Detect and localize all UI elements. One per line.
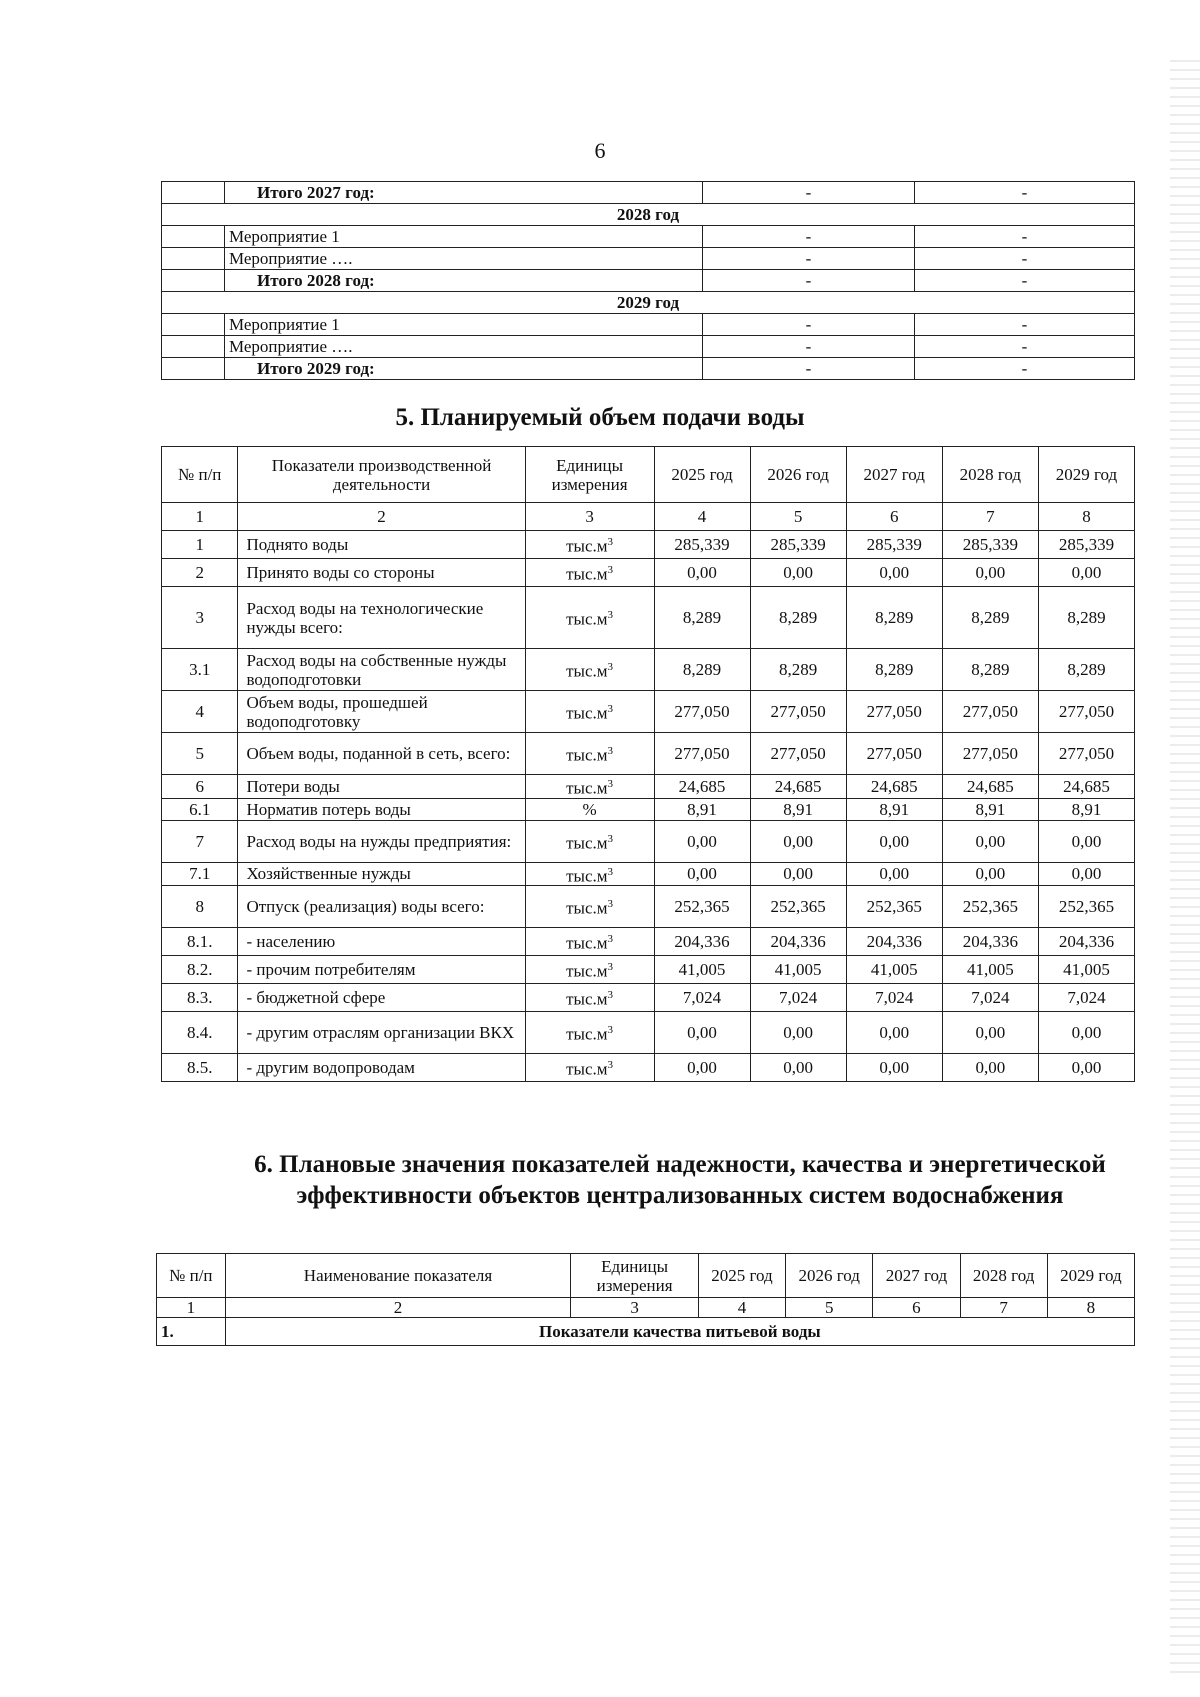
row-number: 1. — [157, 1318, 226, 1346]
row-label: Отпуск (реализация) воды всего: — [238, 886, 525, 928]
value-cell: 8,289 — [750, 649, 846, 691]
value-cell: 8,91 — [654, 798, 750, 820]
value-cell: 0,00 — [846, 1012, 942, 1054]
table-row — [162, 649, 1135, 691]
value-cell: 277,050 — [942, 691, 1038, 733]
value-cell: 8,289 — [942, 587, 1038, 649]
value-cell: - — [915, 270, 1135, 292]
unit-cell: $тыс.м^3$ — [525, 984, 654, 1012]
value-cell: 252,365 — [942, 886, 1038, 928]
row-number: 8.2. — [162, 956, 238, 984]
value-cell: 0,00 — [942, 820, 1038, 862]
column-number: 7 — [960, 1298, 1047, 1318]
table-row — [162, 270, 1135, 292]
event-label: Мероприятие …. — [225, 248, 703, 270]
value-cell: - — [703, 270, 915, 292]
value-cell: 277,050 — [846, 733, 942, 775]
value-cell: 204,336 — [942, 928, 1038, 956]
value-cell: 41,005 — [750, 956, 846, 984]
value-cell: 7,024 — [750, 984, 846, 1012]
value-cell: - — [915, 336, 1135, 358]
value-cell: 0,00 — [846, 820, 942, 862]
row-label: - другим водопроводам — [238, 1054, 525, 1082]
column-header: Единицы измерения — [525, 447, 654, 503]
value-cell: 8,289 — [750, 587, 846, 649]
table-row — [162, 336, 1135, 358]
table-row — [162, 984, 1135, 1012]
year-header: 2028 год — [162, 204, 1135, 226]
unit-cell: $тыс.м^3$ — [525, 886, 654, 928]
column-number: 7 — [942, 503, 1038, 531]
unit-cell: $тыс.м^3$ — [525, 587, 654, 649]
column-header: 2026 год — [786, 1254, 873, 1298]
value-cell: 24,685 — [750, 775, 846, 799]
column-header: 2025 год — [654, 447, 750, 503]
value-cell: 0,00 — [750, 820, 846, 862]
column-header: 2028 год — [942, 447, 1038, 503]
empty-cell — [162, 358, 225, 380]
table-row — [162, 292, 1135, 314]
value-cell: 7,024 — [942, 984, 1038, 1012]
value-cell: 41,005 — [654, 956, 750, 984]
value-cell: - — [703, 248, 915, 270]
value-cell: 204,336 — [846, 928, 942, 956]
value-cell: 285,339 — [846, 531, 942, 559]
value-cell: 0,00 — [1038, 559, 1134, 587]
value-cell: 277,050 — [1038, 691, 1134, 733]
table-row — [162, 928, 1135, 956]
value-cell: 0,00 — [654, 559, 750, 587]
table-row — [162, 775, 1135, 799]
value-cell: - — [915, 182, 1135, 204]
column-number: 6 — [873, 1298, 960, 1318]
value-cell: 0,00 — [750, 1054, 846, 1082]
column-number: 4 — [698, 1298, 785, 1318]
value-cell: 0,00 — [654, 820, 750, 862]
row-label: Расход воды на технологические нужды всего: — [238, 587, 525, 649]
unit-cell: $тыс.м^3$ — [525, 928, 654, 956]
value-cell: 277,050 — [1038, 733, 1134, 775]
row-label: Объем воды, поданной в сеть, всего: — [238, 733, 525, 775]
column-header: 2029 год — [1047, 1254, 1134, 1298]
empty-cell — [162, 226, 225, 248]
value-cell: 204,336 — [750, 928, 846, 956]
value-cell: 0,00 — [942, 1054, 1038, 1082]
event-label: Мероприятие 1 — [225, 314, 703, 336]
value-cell: 285,339 — [750, 531, 846, 559]
table-row — [162, 314, 1135, 336]
row-label: Расход воды на нужды предприятия: — [238, 820, 525, 862]
row-label: Расход воды на собственные нужды водоподготовки — [238, 649, 525, 691]
column-number: 3 — [525, 503, 654, 531]
value-cell: 0,00 — [846, 862, 942, 886]
value-cell: 8,289 — [1038, 649, 1134, 691]
empty-cell — [162, 182, 225, 204]
unit-cell: % — [525, 798, 654, 820]
value-cell: 0,00 — [1038, 862, 1134, 886]
value-cell: 285,339 — [654, 531, 750, 559]
column-number: 3 — [571, 1298, 699, 1318]
value-cell: 24,685 — [846, 775, 942, 799]
value-cell: 7,024 — [1038, 984, 1134, 1012]
row-label: - бюджетной сфере — [238, 984, 525, 1012]
row-label: - населению — [238, 928, 525, 956]
table-row — [162, 956, 1135, 984]
value-cell: 277,050 — [846, 691, 942, 733]
value-cell: 277,050 — [942, 733, 1038, 775]
value-cell: 7,024 — [654, 984, 750, 1012]
column-header: 2027 год — [846, 447, 942, 503]
value-cell: - — [915, 226, 1135, 248]
empty-cell — [162, 248, 225, 270]
value-cell: 0,00 — [1038, 820, 1134, 862]
value-cell: - — [703, 358, 915, 380]
row-number: 5 — [162, 733, 238, 775]
table-row — [157, 1318, 1135, 1346]
section-5-title: 5. Планируемый объем подачи воды — [395, 404, 805, 431]
value-cell: 277,050 — [654, 691, 750, 733]
column-number: 5 — [786, 1298, 873, 1318]
value-cell: 204,336 — [654, 928, 750, 956]
unit-cell: $тыс.м^3$ — [525, 691, 654, 733]
row-label: Поднято воды — [238, 531, 525, 559]
value-cell: - — [703, 336, 915, 358]
value-cell: 0,00 — [942, 1012, 1038, 1054]
event-label: Мероприятие 1 — [225, 226, 703, 248]
value-cell: 7,024 — [846, 984, 942, 1012]
column-number: 2 — [238, 503, 525, 531]
value-cell: - — [915, 248, 1135, 270]
row-number: 7 — [162, 820, 238, 862]
row-number: 4 — [162, 691, 238, 733]
column-header: 2027 год — [873, 1254, 960, 1298]
column-header: № п/п — [162, 447, 238, 503]
value-cell: 0,00 — [942, 559, 1038, 587]
value-cell: 0,00 — [654, 862, 750, 886]
column-header: Показатели производственной деятельности — [238, 447, 525, 503]
value-cell: 277,050 — [750, 733, 846, 775]
row-number: 8.3. — [162, 984, 238, 1012]
column-number: 6 — [846, 503, 942, 531]
unit-cell: $тыс.м^3$ — [525, 649, 654, 691]
unit-cell: $тыс.м^3$ — [525, 733, 654, 775]
table-row — [162, 862, 1135, 886]
value-cell: - — [915, 314, 1135, 336]
row-label: - прочим потребителям — [238, 956, 525, 984]
value-cell: - — [703, 314, 915, 336]
value-cell: 8,289 — [1038, 587, 1134, 649]
row-number: 8.1. — [162, 928, 238, 956]
column-number: 8 — [1047, 1298, 1134, 1318]
total-label: Итого 2027 год: — [225, 182, 703, 204]
events-table — [161, 181, 1135, 380]
value-cell: 0,00 — [654, 1012, 750, 1054]
row-label: Потери воды — [238, 775, 525, 799]
value-cell: 277,050 — [654, 733, 750, 775]
value-cell: 0,00 — [750, 1012, 846, 1054]
row-label: Принято воды со стороны — [238, 559, 525, 587]
unit-cell: $тыс.м^3$ — [525, 559, 654, 587]
value-cell: 0,00 — [750, 862, 846, 886]
row-number: 6.1 — [162, 798, 238, 820]
value-cell: 204,336 — [1038, 928, 1134, 956]
total-label: Итого 2028 год: — [225, 270, 703, 292]
row-number: 2 — [162, 559, 238, 587]
empty-cell — [162, 270, 225, 292]
value-cell: 8,91 — [750, 798, 846, 820]
table-row — [162, 691, 1135, 733]
unit-cell: $тыс.м^3$ — [525, 1012, 654, 1054]
value-cell: 0,00 — [942, 862, 1038, 886]
column-header: 2029 год — [1038, 447, 1134, 503]
column-header: Единицы измерения — [571, 1254, 699, 1298]
value-cell: 277,050 — [750, 691, 846, 733]
unit-cell: $тыс.м^3$ — [525, 956, 654, 984]
table-row — [162, 798, 1135, 820]
table-row — [162, 733, 1135, 775]
value-cell: - — [915, 358, 1135, 380]
column-number: 4 — [654, 503, 750, 531]
table-row — [162, 182, 1135, 204]
value-cell: 285,339 — [942, 531, 1038, 559]
row-label: - другим отраслям организации ВКХ — [238, 1012, 525, 1054]
section-6-title: 6. Плановые значения показателей надежности, качества и энергетической эффективности объектов централизованных систем водоснабжения — [254, 1151, 1106, 1209]
table-row — [162, 248, 1135, 270]
row-number: 8.5. — [162, 1054, 238, 1082]
value-cell: - — [703, 226, 915, 248]
unit-cell: $тыс.м^3$ — [525, 820, 654, 862]
value-cell: 8,289 — [654, 587, 750, 649]
column-number: 2 — [225, 1298, 571, 1318]
value-cell: 24,685 — [654, 775, 750, 799]
table-row — [162, 587, 1135, 649]
table-row — [162, 226, 1135, 248]
column-number: 1 — [157, 1298, 226, 1318]
value-cell: - — [703, 182, 915, 204]
value-cell: 41,005 — [1038, 956, 1134, 984]
value-cell: 285,339 — [1038, 531, 1134, 559]
value-cell: 0,00 — [750, 559, 846, 587]
unit-cell: $тыс.м^3$ — [525, 1054, 654, 1082]
column-header: 2028 год — [960, 1254, 1047, 1298]
value-cell: 8,289 — [654, 649, 750, 691]
value-cell: 0,00 — [846, 1054, 942, 1082]
value-cell: 8,91 — [1038, 798, 1134, 820]
row-label: Показатели качества питьевой воды — [225, 1318, 1134, 1346]
table-row — [162, 886, 1135, 928]
value-cell: 252,365 — [846, 886, 942, 928]
table-row — [162, 204, 1135, 226]
row-number: 3 — [162, 587, 238, 649]
value-cell: 0,00 — [654, 1054, 750, 1082]
value-cell: 0,00 — [846, 559, 942, 587]
year-header: 2029 год — [162, 292, 1135, 314]
value-cell: 252,365 — [654, 886, 750, 928]
value-cell: 0,00 — [1038, 1012, 1134, 1054]
row-label: Объем воды, прошедшей водоподготовку — [238, 691, 525, 733]
unit-cell: $тыс.м^3$ — [525, 775, 654, 799]
value-cell: 8,289 — [846, 587, 942, 649]
column-header: Наименование показателя — [225, 1254, 571, 1298]
row-number: 7.1 — [162, 862, 238, 886]
unit-cell: $тыс.м^3$ — [525, 862, 654, 886]
table-row — [162, 1012, 1135, 1054]
column-number: 5 — [750, 503, 846, 531]
value-cell: 8,91 — [942, 798, 1038, 820]
table-row — [162, 1054, 1135, 1082]
table-row — [162, 531, 1135, 559]
row-label: Норматив потерь воды — [238, 798, 525, 820]
total-label: Итого 2029 год: — [225, 358, 703, 380]
value-cell: 0,00 — [1038, 1054, 1134, 1082]
value-cell: 41,005 — [846, 956, 942, 984]
water-supply-table — [161, 446, 1135, 1082]
table-row — [162, 559, 1135, 587]
table-row — [162, 820, 1135, 862]
event-label: Мероприятие …. — [225, 336, 703, 358]
row-number: 6 — [162, 775, 238, 799]
column-header: 2025 год — [698, 1254, 785, 1298]
row-number: 8.4. — [162, 1012, 238, 1054]
value-cell: 252,365 — [750, 886, 846, 928]
table-row — [162, 358, 1135, 380]
row-number: 8 — [162, 886, 238, 928]
value-cell: 8,91 — [846, 798, 942, 820]
value-cell: 252,365 — [1038, 886, 1134, 928]
empty-cell — [162, 336, 225, 358]
column-number: 1 — [162, 503, 238, 531]
unit-cell: $тыс.м^3$ — [525, 531, 654, 559]
indicators-table — [156, 1253, 1135, 1346]
value-cell: 8,289 — [942, 649, 1038, 691]
row-number: 1 — [162, 531, 238, 559]
value-cell: 41,005 — [942, 956, 1038, 984]
scan-edge-noise — [1170, 60, 1200, 1680]
page-number: 6 — [594, 138, 606, 163]
value-cell: 8,289 — [846, 649, 942, 691]
column-header: № п/п — [157, 1254, 226, 1298]
row-number: 3.1 — [162, 649, 238, 691]
value-cell: 24,685 — [1038, 775, 1134, 799]
empty-cell — [162, 314, 225, 336]
row-label: Хозяйственные нужды — [238, 862, 525, 886]
column-number: 8 — [1038, 503, 1134, 531]
value-cell: 24,685 — [942, 775, 1038, 799]
column-header: 2026 год — [750, 447, 846, 503]
